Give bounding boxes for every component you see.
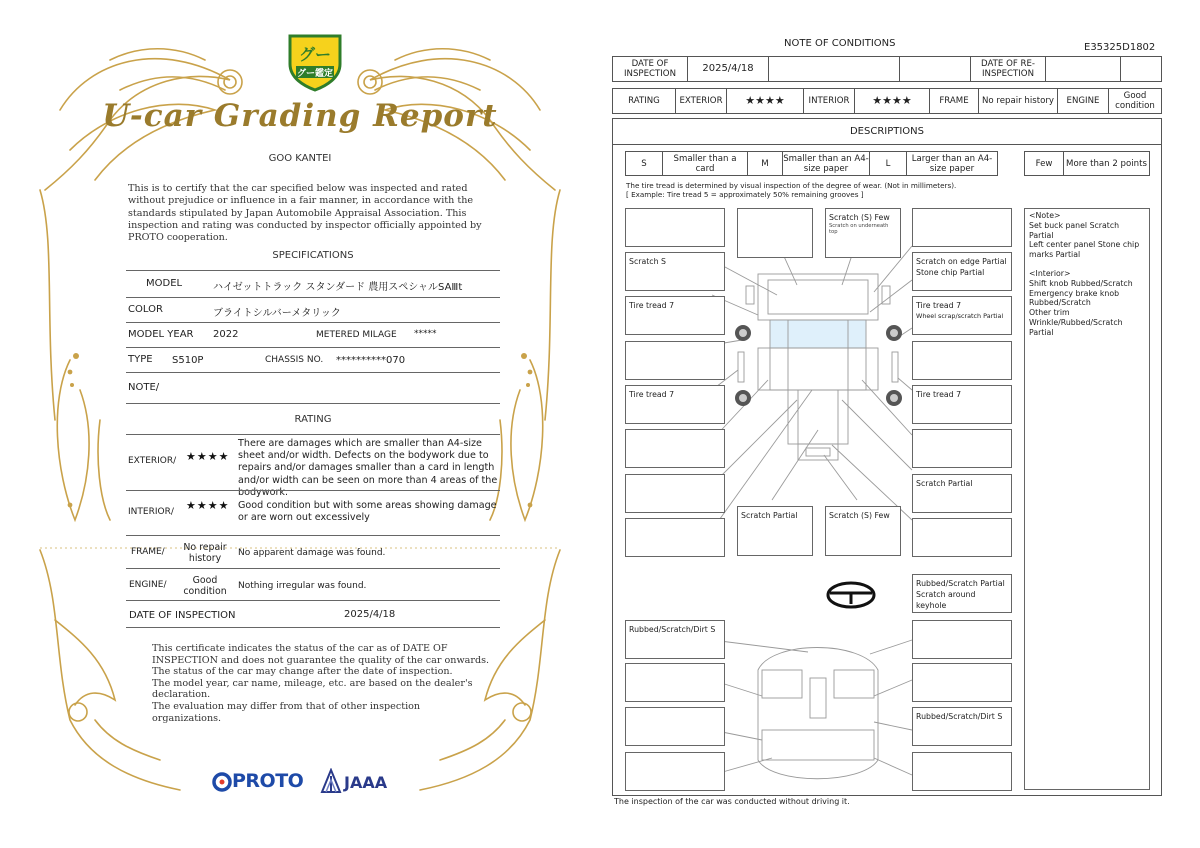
interior-label: INTERIOR/ — [128, 507, 174, 517]
blank-cell — [769, 57, 900, 82]
model-value: ハイゼットトラック スタンダード 農用スペシャルSAⅢt — [213, 282, 463, 293]
type-label: TYPE — [128, 354, 153, 365]
divider — [126, 535, 500, 536]
divider — [126, 322, 500, 323]
rating-label: RATING — [613, 89, 676, 114]
tire-note-line: [ Example: Tire tread 5 = approximately 50% remaining grooves ] — [626, 190, 864, 200]
damage-box — [625, 429, 725, 468]
exterior-stars: ★★★★ — [186, 450, 230, 463]
damage-text: Scratch around keyhole — [916, 590, 976, 610]
damage-box — [912, 663, 1012, 702]
notes-column — [1024, 208, 1150, 790]
goo-kantei-emblem — [286, 30, 344, 92]
damage-box: Tire tread 7 — [912, 385, 1012, 424]
date-of-inspection-label: DATE OF INSPECTION — [129, 610, 236, 621]
damage-box — [625, 208, 725, 247]
model-year-value: 2022 — [213, 329, 239, 340]
model-year-label: MODEL YEAR — [128, 329, 194, 340]
mileage-value: ***** — [414, 329, 437, 339]
proto-logo-icon — [212, 771, 232, 793]
damage-text: Scratch on edge Partial — [916, 257, 1007, 266]
legend-l-desc: Larger than an A4-size paper — [907, 152, 998, 176]
notes-line: Other trim — [1029, 308, 1070, 318]
notes-line: Emergency brake knob Rubbed/Scratch — [1029, 288, 1120, 308]
chassis-label: CHASSIS NO. — [265, 355, 324, 365]
engine-value: Good condition — [183, 575, 227, 598]
rating-summary-table — [612, 88, 1162, 114]
divider — [126, 297, 500, 298]
legend-l: L — [870, 152, 907, 176]
disclaimer-line: The status of the car may change after the date of inspection. — [152, 666, 453, 678]
legend-m: M — [748, 152, 783, 176]
damage-subtext: Scratch on underneath top — [829, 223, 889, 235]
notes-line: Set buck panel Scratch Partial — [1029, 220, 1120, 240]
notes-line: <Interior> — [1029, 268, 1071, 278]
note-of-conditions-title: NOTE OF CONDITIONS — [784, 38, 896, 49]
divider — [612, 144, 1162, 145]
disclaimer-line: The evaluation may differ from that of other inspection organizations. — [152, 700, 421, 724]
blank-cell — [900, 57, 971, 82]
certificate-disclaimer — [152, 643, 492, 724]
divider — [126, 600, 500, 601]
jaaa-logo: JAAA — [344, 773, 388, 792]
damage-box — [625, 341, 725, 380]
notes-line — [1029, 260, 1145, 269]
note-label: NOTE/ — [128, 382, 160, 393]
damage-text: Scratch (S) Few — [829, 213, 890, 222]
engine-label: ENGINE — [1058, 89, 1109, 114]
interior-label: INTERIOR — [804, 89, 855, 114]
inspection-date-table — [612, 56, 1162, 82]
damage-box: Rubbed/Scratch/Dirt S — [625, 620, 725, 659]
damage-text: Stone chip Partial — [916, 268, 985, 277]
divider — [126, 403, 500, 404]
svg-text:グー鑑定: グー鑑定 — [296, 69, 334, 79]
frame-label: FRAME/ — [131, 547, 165, 557]
damage-text: Tire tread 7 — [916, 301, 962, 310]
exterior-label: EXTERIOR — [676, 89, 727, 114]
damage-box — [912, 518, 1012, 557]
size-legend-table — [625, 151, 998, 176]
jaaa-logo-icon — [320, 768, 342, 794]
damage-box: Tire tread 7 — [625, 296, 725, 335]
engine-label: ENGINE/ — [129, 580, 167, 590]
interior-description: Good condition but with some areas showing damage or are worn out excessively — [238, 500, 497, 524]
blank-cell — [1046, 57, 1121, 82]
damage-box — [912, 574, 1012, 613]
notes-line: Left center panel Stone chip marks Partial — [1029, 240, 1140, 260]
damage-box — [625, 707, 725, 746]
divider — [126, 270, 500, 271]
mileage-label: METERED MILAGE — [316, 330, 397, 340]
color-value: ブライトシルバーメタリック — [213, 308, 341, 319]
damage-subtext: Wheel scrap/scratch Partial — [916, 312, 1004, 320]
damage-box: Tire tread 7 — [625, 385, 725, 424]
engine-description: Nothing irregular was found. — [238, 581, 367, 591]
damage-box — [912, 752, 1012, 791]
legend-few-desc: More than 2 points — [1064, 152, 1150, 176]
damage-box — [912, 296, 1012, 335]
divider — [126, 568, 500, 569]
legend-s: S — [626, 152, 663, 176]
frame-value: No repair history — [979, 89, 1058, 114]
frame-value: No repair history — [183, 542, 227, 565]
disclaimer-line: The model year, car name, mileage, etc. are based on the dealer's — [152, 677, 473, 689]
interior-stars: ★★★★ — [186, 499, 230, 512]
damage-box — [625, 474, 725, 513]
tire-note-line: The tire tread is determined by visual inspection of the degree of wear. (Not in millimeters). — [626, 181, 957, 190]
svg-text:グー: グー — [298, 45, 332, 64]
frame-description: No apparent damage was found. — [238, 548, 386, 558]
model-label: MODEL — [146, 278, 183, 289]
rating-heading: RATING — [294, 414, 332, 425]
damage-box — [912, 208, 1012, 247]
report-subtitle: GOO KANTEI — [268, 153, 332, 164]
exterior-stars: ★★★★ — [727, 89, 804, 114]
damage-box: Scratch Partial — [737, 506, 813, 556]
document-id: E35325D1802 — [1084, 42, 1156, 53]
certification-statement: This is to certify that the car specified below was inspected and rated without prejudice or influence in a fair manner, in accordance with the standards stipulated by Japan Automobile Appraisal Association. This inspection and rating was conducted by inspector officially appointed by PROTO cooperation. — [128, 183, 482, 244]
disclaimer-line: INSPECTION and does not guarantee the quality of the car onwards. — [152, 654, 490, 666]
date-of-reinspection-label: DATE OF RE-INSPECTION — [971, 57, 1046, 82]
notes-line: <Note> — [1029, 211, 1061, 220]
descriptions-heading: DESCRIPTIONS — [849, 126, 925, 137]
damage-box — [912, 252, 1012, 291]
damage-box: Rubbed/Scratch/Dirt S — [912, 707, 1012, 746]
few-legend-table — [1024, 151, 1150, 176]
notes-line: Shift knob Rubbed/Scratch — [1029, 278, 1133, 288]
steering-wheel-icon — [828, 583, 874, 607]
damage-box — [912, 620, 1012, 659]
type-value: S510P — [172, 355, 204, 366]
specifications-heading: SPECIFICATIONS — [272, 250, 354, 261]
truck-cab-roof — [758, 274, 878, 320]
date-of-inspection-value: 2025/4/18 — [688, 57, 769, 82]
divider — [126, 434, 500, 435]
legend-m-desc: Smaller than an A4-size paper — [783, 153, 869, 174]
damage-box — [737, 208, 813, 258]
inspection-footnote: The inspection of the car was conducted without driving it. — [614, 797, 850, 806]
legend-few: Few — [1025, 152, 1064, 176]
damage-box — [912, 341, 1012, 380]
date-of-inspection-value: 2025/4/18 — [344, 609, 396, 620]
divider — [126, 347, 500, 348]
exterior-label: EXTERIOR/ — [128, 456, 177, 466]
damage-box — [625, 752, 725, 791]
color-label: COLOR — [128, 304, 163, 315]
damage-box: Scratch Partial — [912, 474, 1012, 513]
damage-box — [625, 663, 725, 702]
divider — [126, 372, 500, 373]
proto-logo: PROTO — [232, 770, 304, 792]
exterior-description: There are damages which are smaller than A4-size sheet and/or width. Defects on the bodywork due to repairs and/or damages smaller than a card in length and/or width can be seen on more than 4 areas of the bodywork. — [238, 438, 498, 498]
date-of-inspection-label: DATE OF INSPECTION — [613, 57, 688, 82]
divider — [126, 627, 500, 628]
damage-box: Scratch (S) Few — [825, 506, 901, 556]
frame-label: FRAME — [930, 89, 979, 114]
report-title: U-car Grading Report — [102, 98, 498, 134]
engine-value: Good condition — [1109, 89, 1162, 114]
notes-line: Wrinkle/Rubbed/Scratch Partial — [1029, 317, 1123, 337]
damage-box — [912, 429, 1012, 468]
damage-text: Rubbed/Scratch Partial — [916, 579, 1005, 588]
divider — [126, 490, 500, 491]
damage-box — [825, 208, 901, 258]
blank-cell — [1121, 57, 1162, 82]
damage-box — [625, 518, 725, 557]
interior-stars: ★★★★ — [855, 89, 930, 114]
tire-tread-note — [626, 181, 956, 199]
damage-box: Scratch S — [625, 252, 725, 291]
disclaimer-line: declaration. — [152, 689, 211, 701]
legend-s-desc: Smaller than a card — [663, 152, 748, 176]
chassis-value: **********070 — [336, 355, 406, 366]
disclaimer-line: This certificate indicates the status of the car as of DATE OF — [152, 643, 448, 654]
